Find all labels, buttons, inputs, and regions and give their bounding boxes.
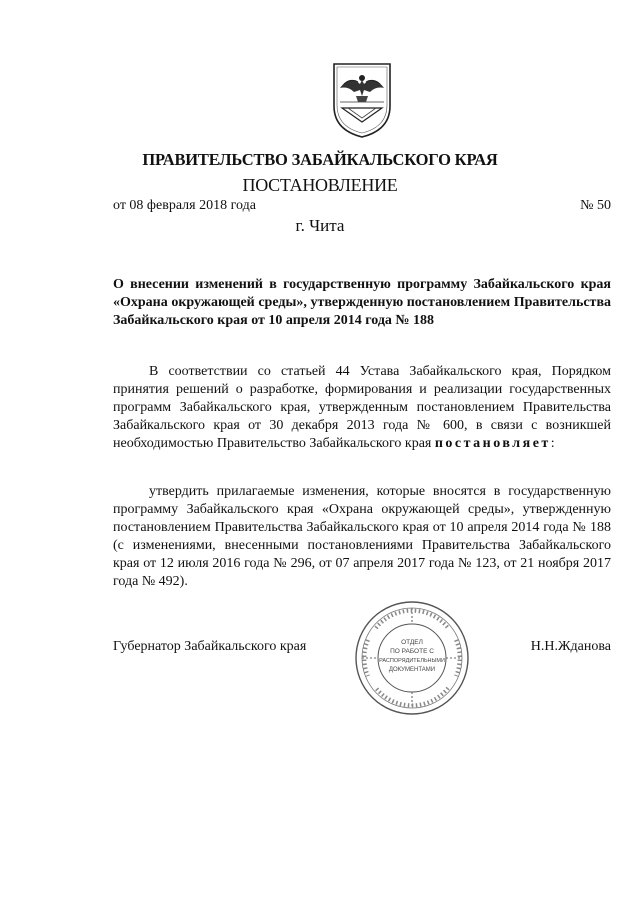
document-number: № 50 bbox=[580, 198, 611, 213]
stamp-line-1: ОТДЕЛ bbox=[401, 639, 423, 646]
paragraph-2-text: утвердить прилагаемые изменения, которые вносятся в государственную программу Забайкальского края «Охрана окружающей среды», утвержденную постановлением Правительства Забайкальского края от 10 апреля 2014 года № 188 (с изменениями, внесенными постановлениями Правительства Забайкальского края от 12 июля 2016 года № 296, от 07 апреля 2017 года № 123, от 21 ноября 2017 года № 492). bbox=[113, 484, 611, 589]
decree-colon: : bbox=[550, 436, 555, 451]
body-paragraph-2 bbox=[113, 483, 611, 591]
government-title: ПРАВИТЕЛЬСТВО ЗАБАЙКАЛЬСКОГО КРАЯ bbox=[142, 150, 498, 169]
document-date: от 08 февраля 2018 года bbox=[113, 198, 256, 213]
stamp-line-3: РАСПОРЯДИТЕЛЬНЫМИ bbox=[379, 658, 445, 664]
coat-of-arms-emblem bbox=[330, 60, 394, 140]
document-city: г. Чита bbox=[295, 216, 345, 235]
document-subject: О внесении изменений в государственную программу Забайкальского края «Охрана окружающей среды», утвержденную постановлением Правительства Забайкальского края от 10 апреля 2014 года № 188 bbox=[113, 277, 611, 328]
stamp-line-4: ДОКУМЕНТАМИ bbox=[388, 667, 436, 673]
official-stamp bbox=[352, 598, 472, 718]
document-type: ПОСТАНОВЛЕНИЕ bbox=[242, 175, 398, 195]
body-paragraph-1 bbox=[113, 363, 611, 453]
decree-word: постановляет bbox=[434, 436, 551, 451]
signer-name: Н.Н.Жданова bbox=[530, 639, 611, 654]
paragraph-1-text: В соответствии со статьей 44 Устава Забайкальского края, Порядком принятия решений о разработке, формирования и реализации государственных программ Забайкальского края, утвержденным постановлением Правительства Забайкальского края от 30 декабря 2013 года № 600, в связи с возникшей необходимостью Правительство Забайкальского края bbox=[113, 364, 611, 451]
signer-position: Губернатор Забайкальского края bbox=[113, 639, 307, 654]
stamp-line-2: ПО РАБОТЕ С bbox=[390, 648, 434, 655]
